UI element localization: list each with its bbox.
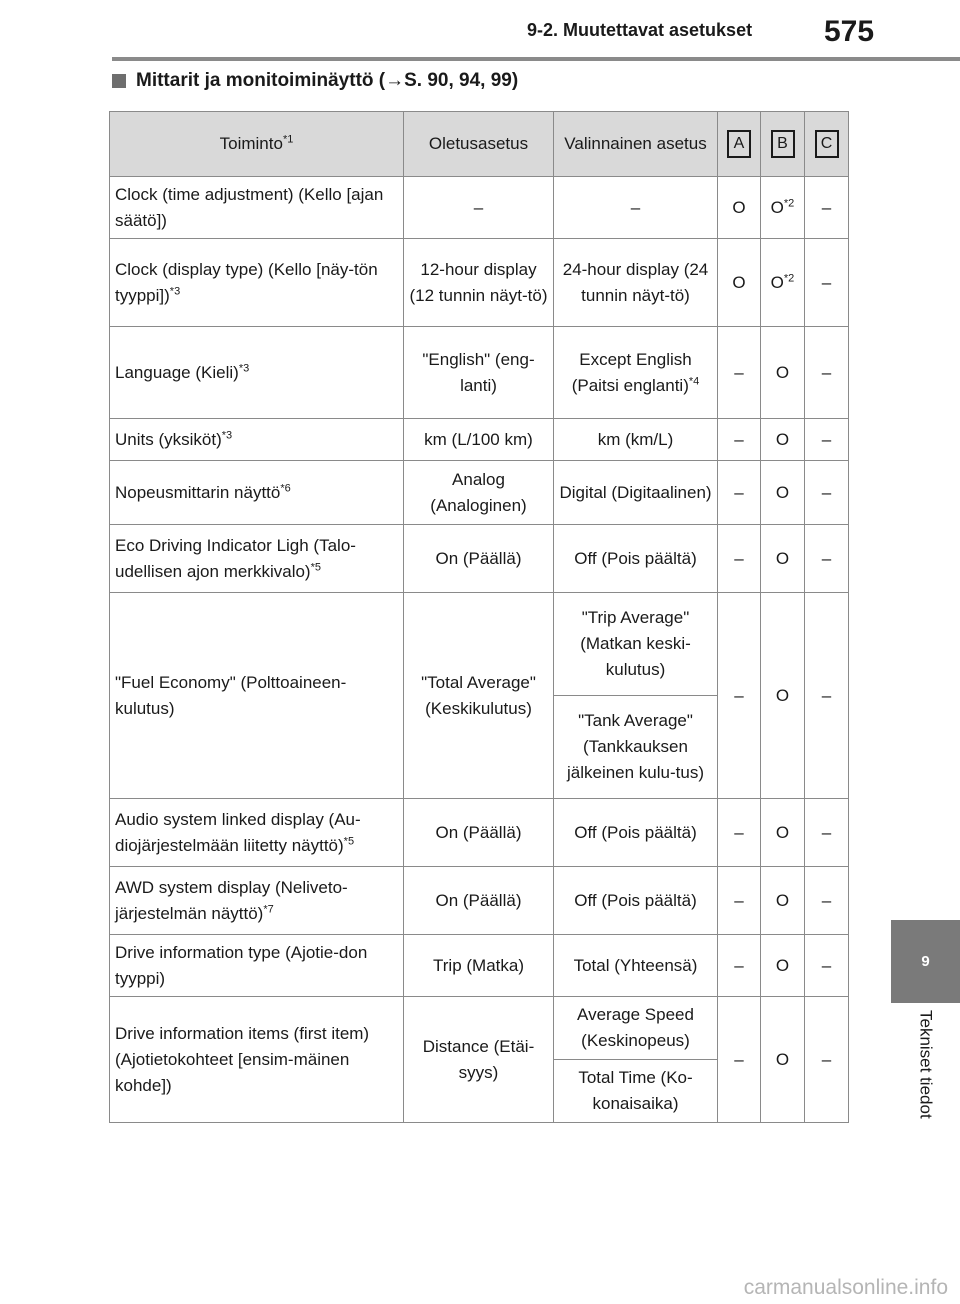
table-row xyxy=(110,461,849,525)
cell-col-c: – xyxy=(805,997,849,1123)
cell-default: "Total Average" (Keskikulutus) xyxy=(404,593,554,799)
chapter-number: 9 xyxy=(921,953,930,970)
chapter-tab xyxy=(891,920,960,1003)
section-heading-suffix: S. 90, 94, 99) xyxy=(404,70,519,91)
cell-function: Units (yksiköt)$^{*3}$ xyxy=(110,419,404,461)
chapter-label: Tekniset tiedot xyxy=(916,1010,936,1119)
cell-col-b: $O^{*2}$ xyxy=(761,239,805,327)
cell-col-c: – xyxy=(805,461,849,525)
section-heading xyxy=(112,70,518,92)
settings-table xyxy=(109,111,849,1123)
table-row xyxy=(110,239,849,327)
cell-col-c: – xyxy=(805,799,849,867)
cell-col-a: – xyxy=(718,419,761,461)
table-row xyxy=(110,799,849,867)
cell-default: Distance (Etäi-syys) xyxy=(404,997,554,1123)
cell-default: On (Päällä) xyxy=(404,525,554,593)
table-row xyxy=(110,935,849,997)
cell-option: Total (Yhteensä) xyxy=(554,935,718,997)
cell-col-b: O xyxy=(761,867,805,935)
table-row xyxy=(110,593,849,696)
cell-col-c: – xyxy=(805,419,849,461)
header-default: Oletusasetus xyxy=(404,112,554,177)
cell-function: AWD system display (Neliveto-järjestelmän näyttö)$^{*7}$ xyxy=(110,867,404,935)
cell-col-c: – xyxy=(805,239,849,327)
cell-default: Analog (Analoginen) xyxy=(404,461,554,525)
cell-col-c: – xyxy=(805,935,849,997)
watermark: carmanualsonline.info xyxy=(743,1276,948,1299)
chapter-side-label xyxy=(891,1010,960,1170)
table-row xyxy=(110,177,849,239)
header-col-c: C xyxy=(805,112,849,177)
arrow-icon: → xyxy=(385,70,405,91)
cell-col-b: O xyxy=(761,997,805,1123)
cell-function: "Fuel Economy" (Polttoaineen-kulutus) xyxy=(110,593,404,799)
cell-option: 24-hour display (24 tunnin näyt-tö) xyxy=(554,239,718,327)
cell-col-a: – xyxy=(718,593,761,799)
table-row xyxy=(110,525,849,593)
header-col-b: B xyxy=(761,112,805,177)
cell-default: "English" (eng-lanti) xyxy=(404,327,554,419)
header-function: Toiminto$^{*1}$ xyxy=(110,112,404,177)
cell-function: Drive information type (Ajotie-don tyyppi) xyxy=(110,935,404,997)
cell-default: Trip (Matka) xyxy=(404,935,554,997)
cell-col-c: – xyxy=(805,525,849,593)
table-row xyxy=(110,327,849,419)
cell-option: "Tank Average" (Tankkauksen jälkeinen kulu-tus) xyxy=(554,696,718,799)
cell-col-b: O xyxy=(761,799,805,867)
cell-col-c: – xyxy=(805,867,849,935)
cell-function: Eco Driving Indicator Ligh (Talo-udellisen ajon merkkivalo)$^{*5}$ xyxy=(110,525,404,593)
cell-option: Except English (Paitsi englanti)$^{*4}$ xyxy=(554,327,718,419)
cell-function: Clock (display type) (Kello [näy-tön tyyppi])$^{*3}$ xyxy=(110,239,404,327)
running-header-section-title: 9-2. Muutettavat asetukset xyxy=(527,20,753,40)
square-bullet-icon xyxy=(112,74,126,88)
cell-option: Digital (Digitaalinen) xyxy=(554,461,718,525)
cell-default: – xyxy=(404,177,554,239)
cell-col-c: – xyxy=(805,327,849,419)
cell-option: – xyxy=(554,177,718,239)
cell-option: km (km/L) xyxy=(554,419,718,461)
header-col-a: A xyxy=(718,112,761,177)
cell-col-b: O xyxy=(761,461,805,525)
table-body xyxy=(110,177,849,1123)
cell-option: Total Time (Ko-konaisaika) xyxy=(554,1060,718,1123)
cell-col-b: $O^{*2}$ xyxy=(761,177,805,239)
cell-default: On (Päällä) xyxy=(404,799,554,867)
cell-option: Off (Pois päältä) xyxy=(554,867,718,935)
cell-col-a: – xyxy=(718,799,761,867)
cell-col-c: – xyxy=(805,593,849,799)
cell-default: On (Päällä) xyxy=(404,867,554,935)
cell-col-a: O xyxy=(718,239,761,327)
cell-function: Drive information items (first item) (Ajotietokohteet [ensim-mäinen kohde]) xyxy=(110,997,404,1123)
cell-col-b: O xyxy=(761,593,805,799)
table-row xyxy=(110,997,849,1060)
cell-function: Clock (time adjustment) (Kello [ajan säätö]) xyxy=(110,177,404,239)
page-number: 575 xyxy=(824,15,875,48)
cell-option: "Trip Average" (Matkan keski-kulutus) xyxy=(554,593,718,696)
table-row xyxy=(110,419,849,461)
cell-function: Language (Kieli)$^{*3}$ xyxy=(110,327,404,419)
cell-function: Audio system linked display (Au-diojärjestelmään liitetty näyttö)$^{*5}$ xyxy=(110,799,404,867)
cell-col-a: – xyxy=(718,935,761,997)
header-optional: Valinnainen asetus xyxy=(554,112,718,177)
table-row xyxy=(110,867,849,935)
cell-option: Off (Pois päältä) xyxy=(554,525,718,593)
table-header-row xyxy=(110,112,849,177)
section-heading-prefix: Mittarit ja monitoiminäyttö ( xyxy=(136,70,386,91)
cell-col-a: – xyxy=(718,525,761,593)
cell-option: Average Speed (Keskinopeus) xyxy=(554,997,718,1060)
cell-col-a: – xyxy=(718,327,761,419)
cell-col-b: O xyxy=(761,419,805,461)
cell-default: km (L/100 km) xyxy=(404,419,554,461)
cell-col-a: – xyxy=(718,867,761,935)
cell-col-a: – xyxy=(718,461,761,525)
cell-default: 12-hour display (12 tunnin näyt-tö) xyxy=(404,239,554,327)
cell-function: Nopeusmittarin näyttö$^{*6}$ xyxy=(110,461,404,525)
cell-col-b: O xyxy=(761,327,805,419)
cell-col-a: O xyxy=(718,177,761,239)
cell-col-b: O xyxy=(761,935,805,997)
cell-col-b: O xyxy=(761,525,805,593)
header-rule xyxy=(112,57,960,61)
cell-col-a: – xyxy=(718,997,761,1123)
cell-option: Off (Pois päältä) xyxy=(554,799,718,867)
cell-col-c: – xyxy=(805,177,849,239)
